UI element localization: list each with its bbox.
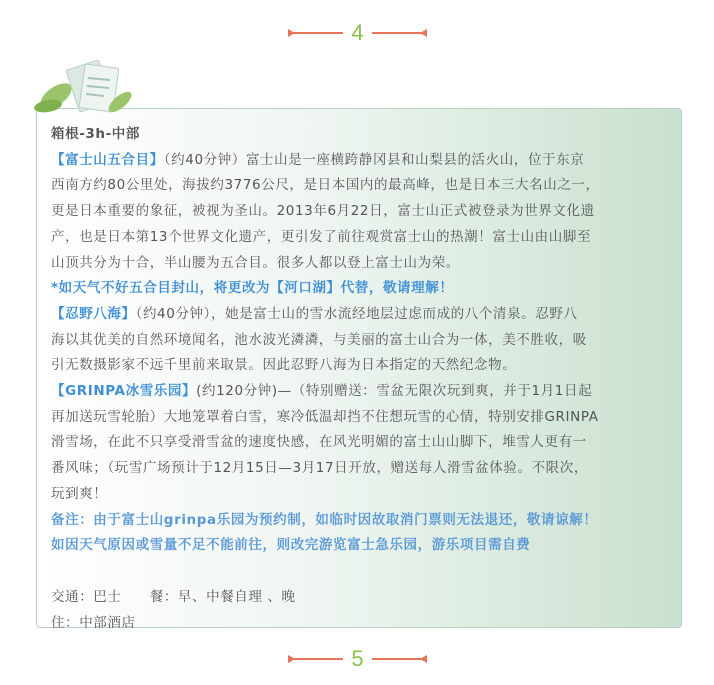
section-grinpa: 【GRINPA冰雪乐园】(约120分钟)—（特别赠送：雪盆无限次玩到爽，并于1月1日起 再加送玩雪轮胎）大地笼罩着白雪，寒冷低温却挡不住想玩雪的心情，特别安排GRINPA 滑雪场，在此不只享受滑雪盆的速度快感，在风光明媚的富士山山脚下，堆雪人更有一 番风味；（玩雪广场预计于12月15日—3月17日开放，赠送每人滑雪盆体验。不限次， 玩到爽！ [51,383,599,502]
section-title-grinpa: 【GRINPA冰雪乐园】 [51,383,197,400]
divider-arrow-right-icon [420,655,427,663]
divider-line-left [290,658,343,660]
divider-line-left [290,32,343,34]
remark-note: 备注：由于富士山grinpa乐园为预约制，如临时因故取消门票则无法退还，敬请谅解！ 如因天气原因或雪量不足不能前往，则改完游览富士急乐园，游乐项目需自费 [51,511,598,554]
page-number-top: 4 [351,20,364,45]
divider-arrow-right-icon [420,29,427,37]
transport-meals: 交通：巴士 餐：早、中餐自理 、晚 [51,588,296,605]
divider-arrow-left-icon [288,655,295,663]
divider-arrow-left-icon [288,29,295,37]
page-divider-bottom [0,644,714,674]
itinerary-content [51,122,671,636]
section-fuji: 【富士山五合目】（约40分钟）富士山是一座横跨静冈县和山梨县的活火山，位于东京 西南方约80公里处，海拔约3776公尺，是日本国内的最高峰，也是日本三大名山之一， 更是日本重要的象征，被视为圣山。2013年6月22日，富士山正式被登录为世界文化遗 产，也是日本第13个世界文化遗产，更引发了前往观赏富士山的热潮！富士山由山脚至 山顶共分为十合，半山腰为五合目。很多人都以登上富士山为荣。 [51,151,600,271]
section-title-fuji: 【富士山五合目】 [51,151,164,168]
section-title-oshino: 【忍野八海】 [51,305,136,322]
page-divider-top [0,18,714,48]
leaves-and-paper-icon [34,58,134,118]
divider-line-right [372,32,425,34]
day-heading: 箱根-3h-中部 [51,126,141,142]
weather-notice: *如天气不好五合目封山，将更改为【河口湖】代替，敬请理解！ [51,280,454,297]
section-oshino: 【忍野八海】（约40分钟），她是富士山的雪水流经地层过虑而成的八个清泉。忍野八 海以其优美的自然环境闻名，池水波光潾潾，与美丽的富士山合为一体，美不胜收，吸 引无数摄影家不远千里前来取景。因此忍野八海为日本指定的天然纪念物。 [51,305,587,374]
page-number-bottom: 5 [351,646,364,671]
divider-line-right [372,658,425,660]
hotel-info: 住：中部酒店 [51,614,136,631]
